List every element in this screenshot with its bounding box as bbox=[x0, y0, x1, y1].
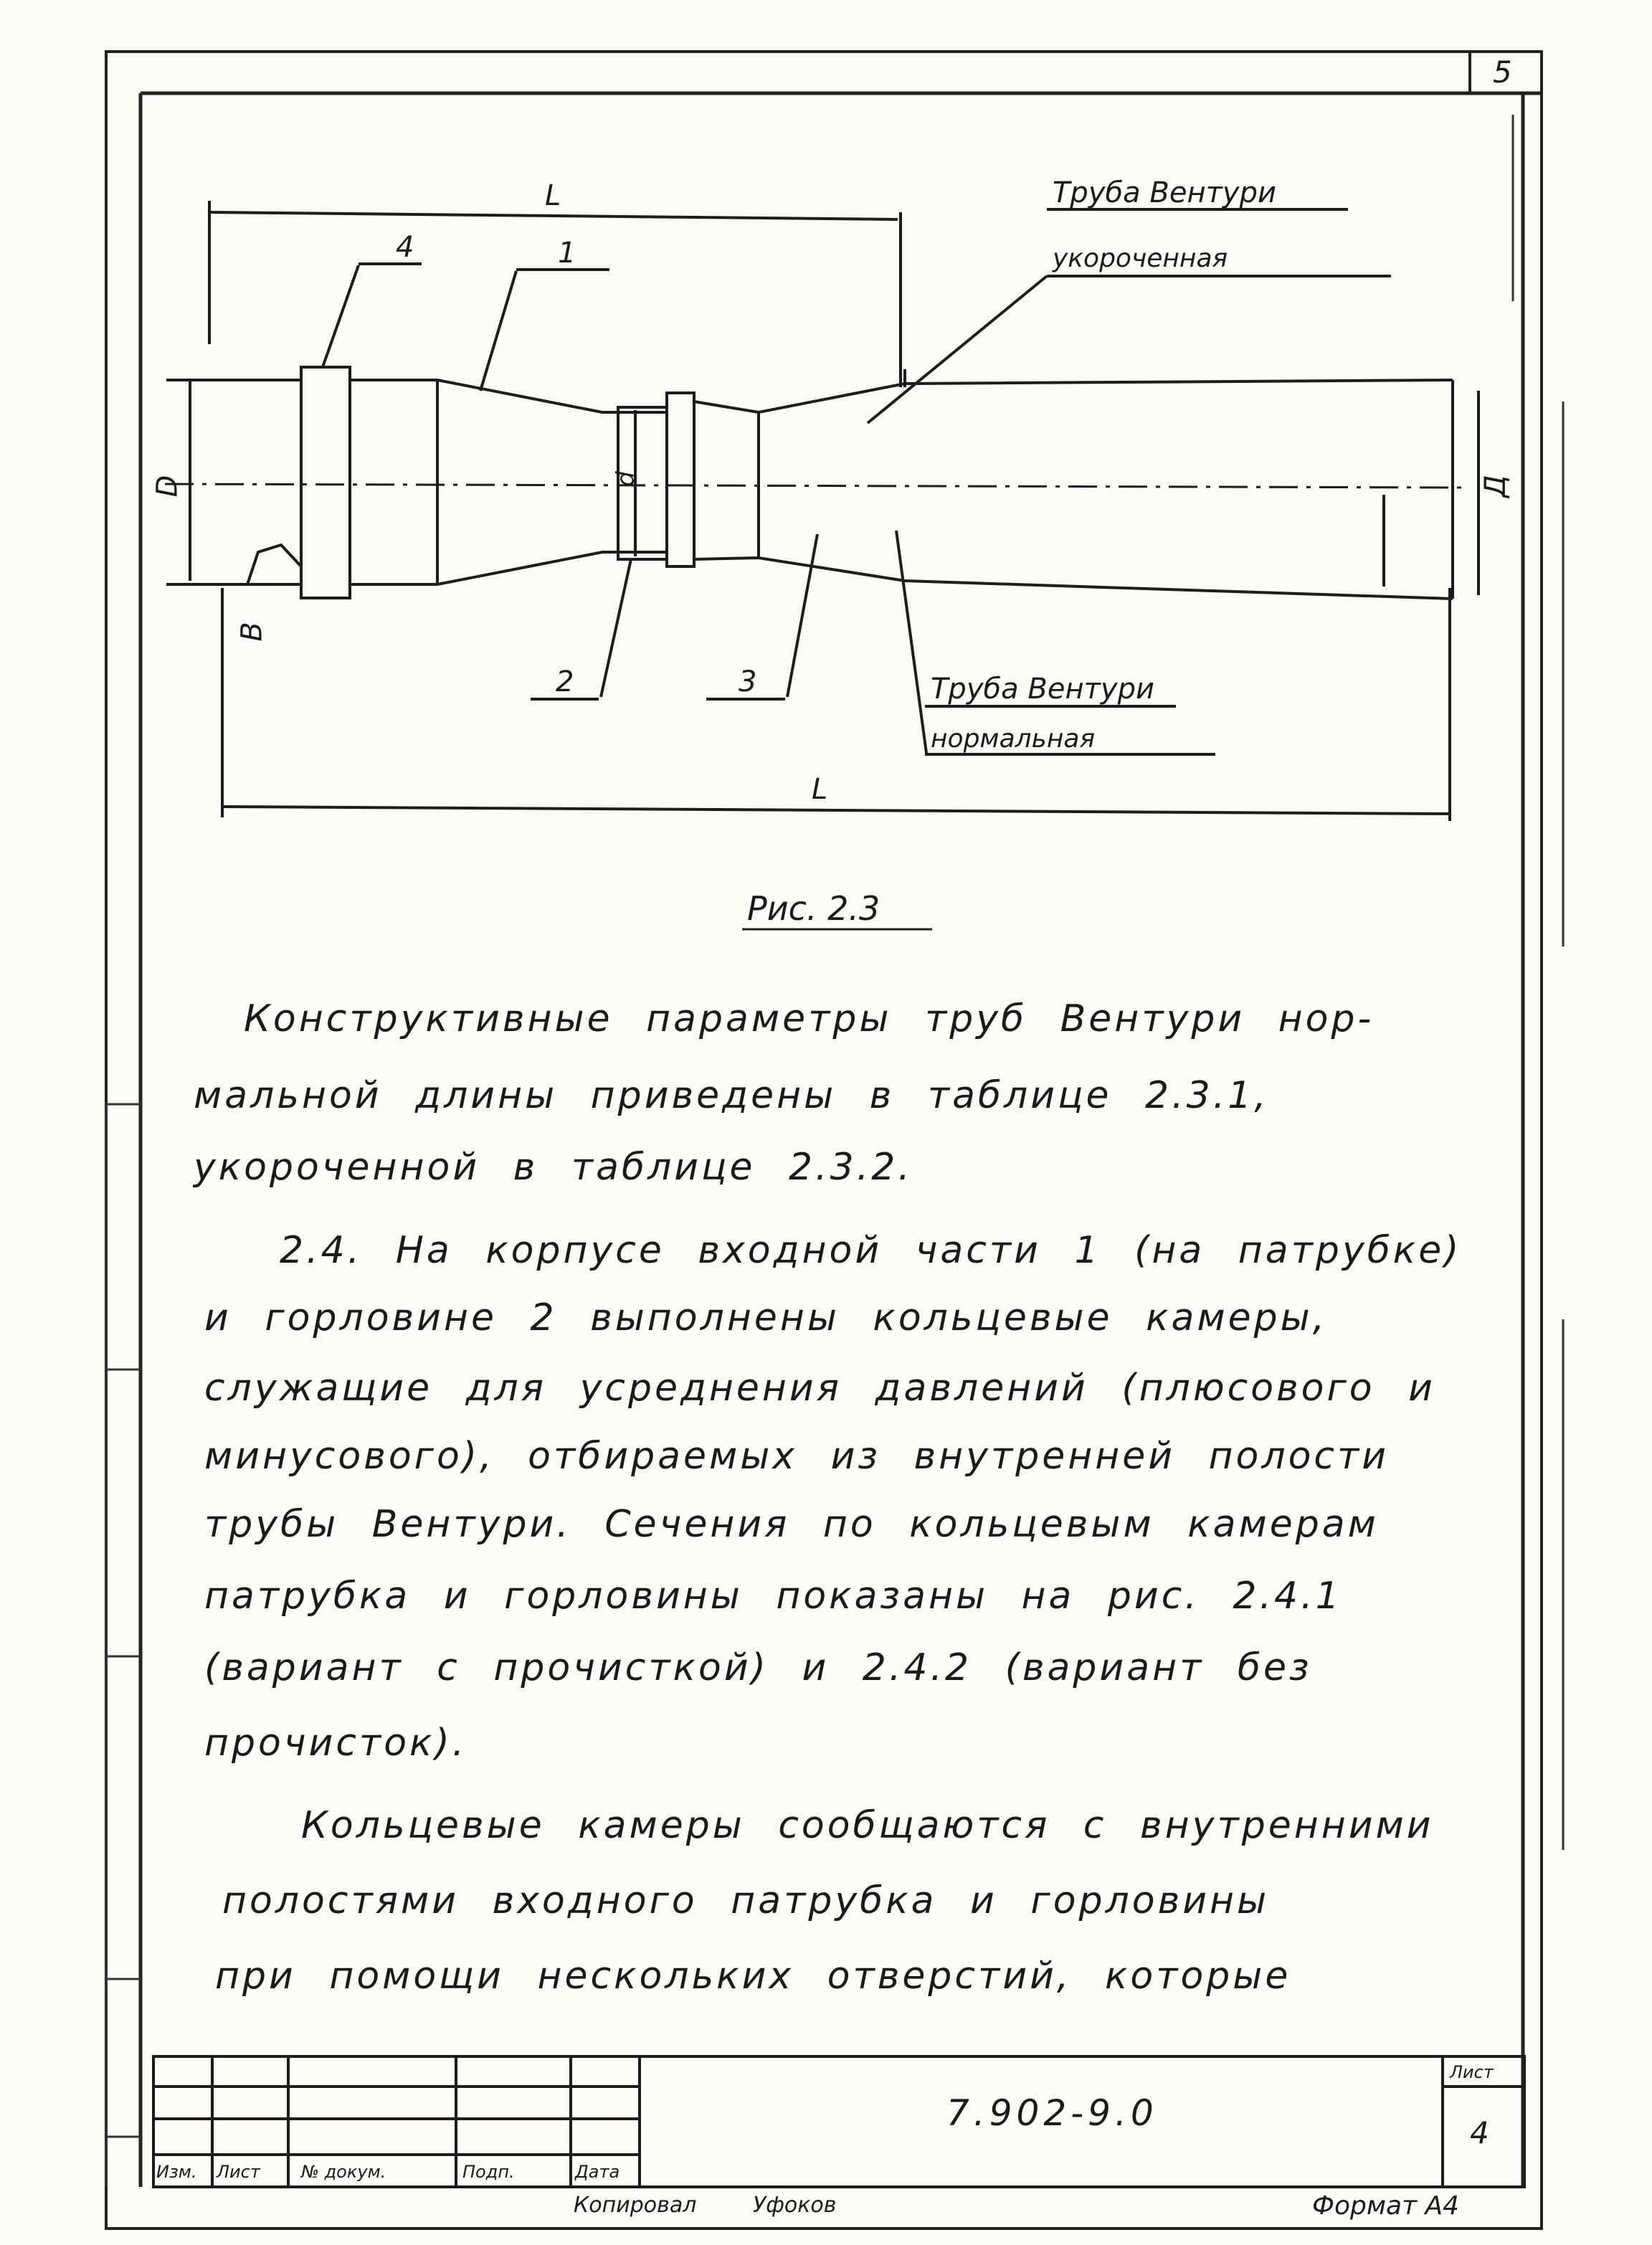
throat-flange bbox=[667, 393, 694, 566]
format-label: Формат А4 bbox=[1312, 2191, 1460, 2221]
short-tube-leader bbox=[868, 276, 1391, 423]
sheet-header: Лист bbox=[1450, 2062, 1494, 2082]
body-line: Кольцевые камеры сообщаются с внутренними bbox=[301, 1804, 1434, 1847]
body-line: 2.4. На корпусе входной части 1 (на патрубке) bbox=[280, 1229, 1462, 1272]
dimension-label-diameter-left: D bbox=[151, 475, 184, 498]
throat-diameter-label: d bbox=[611, 471, 640, 487]
copier-signature: Уфоков bbox=[753, 2193, 837, 2218]
figure-caption: Рис. 2.3 bbox=[747, 889, 880, 928]
column-doc-number: № докум. bbox=[301, 2162, 386, 2182]
dimension-label-length-top: L bbox=[545, 179, 561, 212]
body-line: прочисток). bbox=[204, 1722, 467, 1765]
dimension-line-bottom bbox=[222, 807, 1450, 814]
tube-outline-top bbox=[166, 380, 1453, 412]
copied-label: Копировал bbox=[574, 2193, 697, 2218]
body-line: укороченной в таблице 2.3.2. bbox=[194, 1146, 913, 1189]
right-margin-line bbox=[1513, 115, 1563, 1850]
bolt-label: B bbox=[235, 622, 269, 642]
body-line: минусового), отбираемых из внутренней полости bbox=[204, 1435, 1390, 1478]
dimension-label-diameter-right: Д bbox=[1478, 475, 1512, 498]
sheet-corner-number: 5 bbox=[1493, 54, 1512, 90]
short-tube-label-line2: укороченная bbox=[1053, 244, 1228, 273]
centerline bbox=[165, 484, 1463, 488]
body-line: патрубка и горловины показаны на рис. 2.4.1 bbox=[204, 1575, 1342, 1618]
inlet-flange bbox=[301, 367, 350, 598]
dimension-line-top bbox=[209, 212, 898, 219]
column-signature: Подп. bbox=[462, 2162, 515, 2182]
dimension-label-length-bottom: L bbox=[812, 773, 828, 806]
body-line: мальной длины приведены в таблице 2.3.1, bbox=[194, 1074, 1269, 1117]
body-line: служащие для усреднения давлений (плюсового и bbox=[204, 1367, 1435, 1410]
document-code: 7.902-9.0 bbox=[946, 2092, 1158, 2134]
body-line: полостями входного патрубка и горловины bbox=[222, 1879, 1270, 1922]
normal-tube-label-line2: нормальная bbox=[931, 724, 1096, 754]
venturi-tube-drawing bbox=[165, 201, 1478, 821]
callout-leader-2 bbox=[531, 559, 631, 699]
callout-2: 2 bbox=[556, 665, 574, 698]
sheet-number: 4 bbox=[1470, 2115, 1489, 2150]
column-list: Лист bbox=[217, 2162, 260, 2182]
body-line: трубы Вентури. Сечения по кольцевым камерам bbox=[204, 1503, 1379, 1546]
body-line: (вариант с прочисткой) и 2.4.2 (вариант без bbox=[204, 1646, 1312, 1689]
short-tube-label-line1: Труба Вентури bbox=[1053, 176, 1276, 209]
callout-4: 4 bbox=[396, 231, 414, 264]
callout-leader-4 bbox=[323, 264, 422, 367]
body-line: при помощи нескольких отверстий, которые bbox=[215, 1955, 1291, 1998]
callout-leader-1 bbox=[480, 270, 609, 391]
binding-strip bbox=[106, 1104, 141, 2187]
callout-1: 1 bbox=[558, 237, 576, 270]
column-date: Дата bbox=[575, 2162, 620, 2182]
normal-tube-leader bbox=[896, 531, 1215, 754]
column-izm: Изм. bbox=[156, 2162, 197, 2182]
body-line: Конструктивные параметры труб Вентури нор- bbox=[244, 997, 1375, 1040]
callout-3: 3 bbox=[739, 665, 757, 698]
normal-tube-label-line1: Труба Вентури bbox=[931, 673, 1154, 706]
body-line: и горловине 2 выполнены кольцевые камеры, bbox=[204, 1296, 1328, 1339]
drain-nozzle bbox=[247, 545, 301, 584]
